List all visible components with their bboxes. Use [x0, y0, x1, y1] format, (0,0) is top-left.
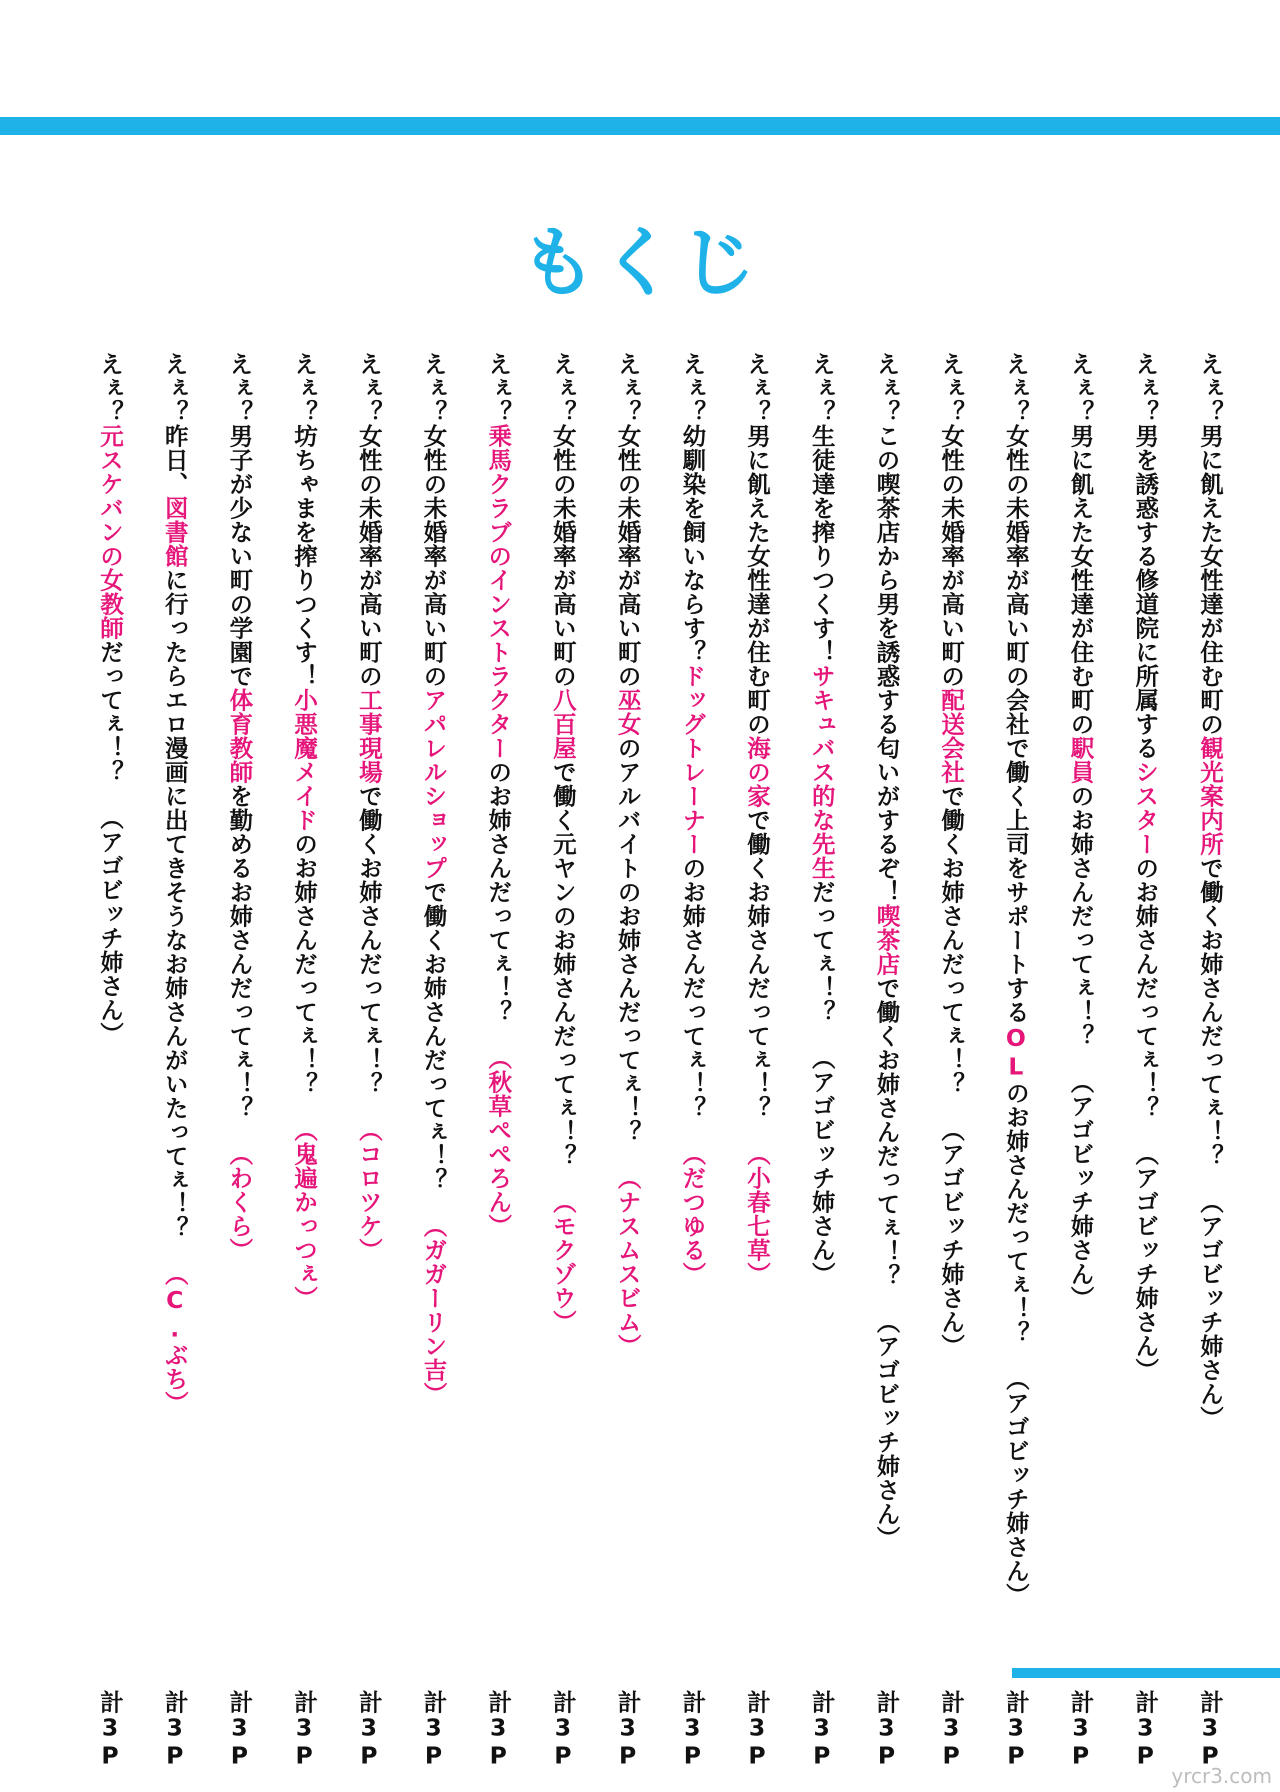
toc-entry[interactable] [1195, 352, 1225, 1652]
entry-author: （C.ぶち） [160, 1262, 189, 1415]
entry-text: えぇ？昨日、 [160, 352, 189, 496]
entry-text: のお姉さんだってぇ！？ [678, 856, 707, 1120]
watermark: yrcr3.com [1171, 1764, 1272, 1788]
entry-author: （アゴビッチ姉さん） [96, 806, 124, 1046]
entry-author: （アゴビッチ姉さん） [1001, 1367, 1030, 1607]
entry-author: （ガガーリン吉） [419, 1214, 448, 1406]
page-count: 計3P [872, 1690, 901, 1770]
entry-author: （モクゾウ） [548, 1190, 577, 1334]
entry-author: （アゴビッチ姉さん） [1131, 1142, 1160, 1382]
top-rule [0, 117, 1280, 135]
page-count: 計3P [678, 1690, 707, 1770]
entry-highlight: 配送会社 [937, 688, 966, 784]
entry-text: えぇ？この喫茶店から男を誘惑する匂いがするぞ！ [872, 352, 901, 904]
entry-author: （アゴビッチ姉さん） [807, 1046, 836, 1286]
page-count: 計3P [419, 1690, 448, 1770]
page-count: 計3P [354, 1690, 383, 1770]
toc-entry[interactable] [936, 352, 966, 1652]
entry-text: のお姉さんだってぇ！？ [1001, 1081, 1030, 1345]
page-count: 計3P [937, 1690, 966, 1770]
entry-author: （小春七草） [743, 1142, 772, 1286]
entry-highlight: 喫茶店 [872, 904, 901, 976]
page-count: 計3P [743, 1690, 772, 1770]
entry-highlight: 乗馬クラブのインストラクター [484, 424, 513, 760]
entry-text: のお姉さんだってぇ！？ [1131, 856, 1160, 1120]
entry-text: だってぇ！？ [807, 880, 836, 1024]
page-count: 計3P [225, 1690, 254, 1770]
entry-highlight: 小悪魔メイド [290, 688, 319, 832]
entry-highlight: 体育教師 [225, 688, 254, 784]
entry-text: のアルバイトのお姉さんだってぇ！？ [613, 736, 642, 1144]
entry-highlight: 巫女 [613, 688, 642, 736]
entry-author: （アゴビッチ姉さん） [1195, 1190, 1224, 1430]
toc-entry[interactable] [742, 352, 772, 1652]
page-count: 計3P [1066, 1690, 1095, 1770]
toc-entry[interactable] [871, 352, 901, 1652]
page-count: 計3P [1131, 1690, 1160, 1770]
entry-highlight: 観光案内所 [1195, 736, 1224, 856]
entry-text: で働くお姉さんだってぇ！？ [743, 808, 772, 1120]
entry-author: （鬼遍かっつぇ） [290, 1118, 319, 1310]
entry-highlight: 駅員 [1066, 736, 1095, 784]
entry-highlight: 元スケバンの女教師 [96, 424, 124, 640]
entry-text: えぇ？男を誘惑する修道院に所属する [1131, 352, 1160, 760]
entry-text: えぇ？女性の未婚率が高い町の [548, 352, 577, 688]
toc-entry[interactable] [419, 352, 449, 1652]
entry-text: を勤めるお姉さんだってぇ！？ [225, 784, 254, 1120]
toc-entry[interactable] [1066, 352, 1096, 1652]
entry-author: （わくら） [225, 1142, 254, 1262]
entry-author: （だつゆる） [678, 1142, 707, 1286]
toc-entry[interactable] [95, 352, 125, 1652]
entry-author: （秋草ぺぺろん） [484, 1046, 513, 1238]
page-count: 計3P [1195, 1690, 1224, 1770]
entry-text: で働くお姉さんだってぇ！？ [872, 976, 901, 1288]
toc-entry[interactable] [613, 352, 643, 1652]
toc-entry[interactable] [807, 352, 837, 1652]
entry-text: えぇ？男子が少ない町の学園で [225, 352, 254, 688]
entry-highlight: 工事現場 [354, 688, 383, 784]
toc-entry[interactable] [224, 352, 254, 1652]
entry-text: だってぇ！？ [96, 640, 124, 784]
page-count: 計3P [1001, 1690, 1030, 1770]
toc-entry[interactable] [1001, 352, 1031, 1652]
entry-text: えぇ？坊ちゃまを搾りつくす！ [290, 352, 319, 688]
entry-highlight: シスター [1131, 760, 1160, 856]
entry-text: で働くお姉さんだってぇ！？ [419, 880, 448, 1192]
entry-text: えぇ？女性の未婚率が高い町の [419, 352, 448, 688]
entry-author: （コロツケ） [354, 1118, 383, 1262]
entry-highlight: OL [1001, 1024, 1030, 1081]
entry-text: えぇ？幼馴染を飼いならす？ [678, 352, 707, 664]
entry-text: えぇ？女性の未婚率が高い町の [937, 352, 966, 688]
entry-text: えぇ？男に飢えた女性達が住む町の [1195, 352, 1224, 736]
toc-entry[interactable] [677, 352, 707, 1652]
entry-highlight: サキュバス的な先生 [807, 664, 836, 880]
entry-author: （アゴビッチ姉さん） [1066, 1070, 1095, 1310]
entry-text: えぇ？生徒達を搾りつくす！ [807, 352, 836, 664]
entry-highlight: 海の家 [743, 736, 772, 808]
entry-highlight: 八百屋 [548, 688, 577, 760]
toc-entry[interactable] [354, 352, 384, 1652]
page-count: 計3P [160, 1690, 189, 1770]
page-counts [95, 1690, 1225, 1780]
page-count: 計3P [613, 1690, 642, 1770]
entry-author: （アゴビッチ姉さん） [937, 1118, 966, 1358]
entry-text: えぇ？女性の未婚率が高い町の [613, 352, 642, 688]
toc-entry[interactable] [289, 352, 319, 1652]
toc-entry[interactable] [483, 352, 513, 1652]
entry-text: のお姉さんだってぇ！？ [1066, 784, 1095, 1048]
entry-text: で働く元ヤンのお姉さんだってぇ！？ [548, 760, 577, 1168]
entry-text: えぇ？ [484, 352, 513, 424]
page-title: もくじ [520, 218, 760, 307]
entry-author: （アゴビッチ姉さん） [872, 1310, 901, 1550]
bottom-rule [1012, 1668, 1280, 1678]
entry-text: えぇ？女性の未婚率が高い町の [354, 352, 383, 688]
entry-text: のお姉さんだってぇ！？ [484, 760, 513, 1024]
entry-text: えぇ？女性の未婚率が高い町の会社で働く上司をサポートする [1001, 352, 1030, 1024]
entry-text: えぇ？ [96, 352, 124, 424]
toc-entry[interactable] [1130, 352, 1160, 1652]
entry-highlight: 図書館 [160, 496, 189, 568]
table-of-contents [95, 352, 1225, 1652]
entry-highlight: アパレルショップ [419, 688, 448, 880]
entry-highlight: ドッグトレーナー [678, 664, 707, 856]
entry-text: えぇ？男に飢えた女性達が住む町の [743, 352, 772, 736]
page-count: 計3P [290, 1690, 319, 1770]
entry-text: で働くお姉さんだってぇ！？ [937, 784, 966, 1096]
entry-text: で働くお姉さんだってぇ！？ [354, 784, 383, 1096]
entry-author: （ナスムスビム） [613, 1166, 642, 1358]
entry-text: で働くお姉さんだってぇ！？ [1195, 856, 1224, 1168]
entry-text: えぇ？男に飢えた女性達が住む町の [1066, 352, 1095, 736]
page-count: 計3P [484, 1690, 513, 1770]
entry-text: のお姉さんだってぇ！？ [290, 832, 319, 1096]
page-count: 計3P [807, 1690, 836, 1770]
entry-text: に行ったらエロ漫画に出てきそうなお姉さんがいたってぇ！？ [160, 568, 189, 1240]
page-count: 計3P [548, 1690, 577, 1770]
page-count: 計3P [96, 1690, 124, 1770]
toc-entry[interactable] [548, 352, 578, 1652]
toc-entry[interactable] [160, 352, 190, 1652]
